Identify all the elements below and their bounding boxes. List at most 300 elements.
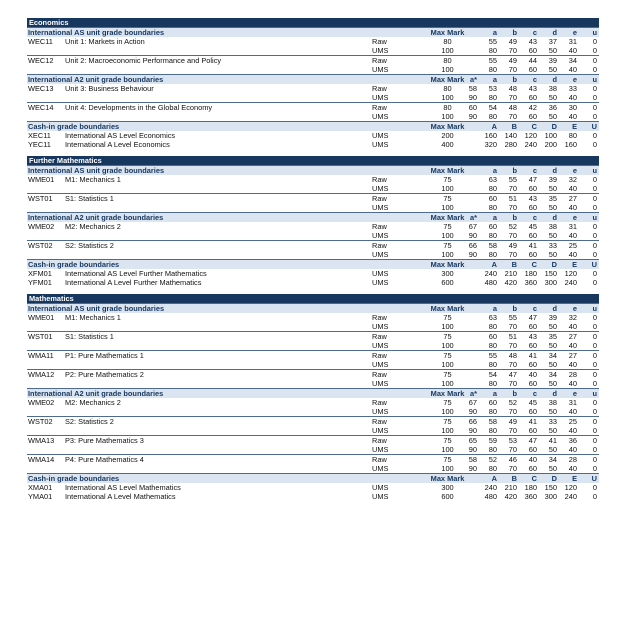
grade-header: b <box>512 304 517 313</box>
grade-header: e <box>572 389 577 398</box>
grade-value: 0 <box>592 360 597 369</box>
header-max-mark: Max Mark <box>430 122 465 131</box>
grade-value: 49 <box>508 56 517 65</box>
grade-value: 70 <box>508 407 517 416</box>
grade-value: 42 <box>528 103 537 112</box>
grade-value: 32 <box>568 175 577 184</box>
grade-header: D <box>551 122 557 131</box>
grade-value: 0 <box>592 231 597 240</box>
max-mark: 75 <box>443 332 452 341</box>
grade-value: 0 <box>592 56 597 65</box>
grade-value: 41 <box>548 436 557 445</box>
grade-value: 70 <box>508 250 517 259</box>
mark-type: UMS <box>372 464 389 473</box>
table-row <box>27 240 599 250</box>
grade-value: 50 <box>548 445 557 454</box>
unit-name: P2: Pure Mathematics 2 <box>65 370 144 379</box>
grade-value: 70 <box>508 93 517 102</box>
grade-value: 0 <box>592 131 597 140</box>
grade-value: 43 <box>528 332 537 341</box>
section-title: International A2 unit grade boundaries <box>28 75 164 84</box>
grade-value: 40 <box>568 112 577 121</box>
grade-value: 43 <box>528 84 537 93</box>
header-max-mark: Max Mark <box>430 474 465 483</box>
grade-value: 50 <box>548 464 557 473</box>
grade-header: b <box>512 389 517 398</box>
grade-value: 0 <box>592 93 597 102</box>
grade-value: 60 <box>528 203 537 212</box>
grade-header: D <box>551 474 557 483</box>
table-row <box>27 464 599 473</box>
section-header <box>27 212 599 222</box>
grade-value: 420 <box>504 278 517 287</box>
grade-header: b <box>512 75 517 84</box>
max-mark: 100 <box>441 203 454 212</box>
grade-header: A <box>491 474 497 483</box>
grade-value: 60 <box>528 112 537 121</box>
grade-value: 320 <box>484 140 497 149</box>
grade-value: 60 <box>488 222 497 231</box>
grade-header: c <box>532 28 537 37</box>
section-title: Cash-in grade boundaries <box>28 260 120 269</box>
grade-value: 40 <box>568 46 577 55</box>
grade-value: 480 <box>484 278 497 287</box>
grade-value: 80 <box>488 112 497 121</box>
header-max-mark: Max Mark <box>430 389 465 398</box>
max-mark: 200 <box>441 131 454 140</box>
grade-value: 31 <box>568 37 577 46</box>
grade-value: 39 <box>548 175 557 184</box>
grade-value: 150 <box>544 483 557 492</box>
grade-value: 63 <box>488 313 497 322</box>
header-max-mark: Max Mark <box>430 166 465 175</box>
grade-header: c <box>532 166 537 175</box>
grade-value: 31 <box>568 398 577 407</box>
grade-value: 59 <box>488 436 497 445</box>
mark-type: UMS <box>372 231 389 240</box>
mark-type: UMS <box>372 131 389 140</box>
grade-header: b <box>512 213 517 222</box>
grade-value: 240 <box>484 269 497 278</box>
table-row <box>27 131 599 140</box>
grade-header: a <box>492 75 497 84</box>
grade-header: B <box>511 122 517 131</box>
grade-value: 50 <box>548 231 557 240</box>
grade-value: 200 <box>544 140 557 149</box>
grade-value: 49 <box>508 417 517 426</box>
grade-value: 0 <box>592 445 597 454</box>
table-row <box>27 492 599 501</box>
grade-value: 70 <box>508 65 517 74</box>
grade-value: 60 <box>528 426 537 435</box>
grade-value: 70 <box>508 231 517 240</box>
mark-type: Raw <box>372 103 387 112</box>
max-mark: 80 <box>443 37 452 46</box>
unit-code: WME02 <box>28 398 55 407</box>
mark-type: UMS <box>372 360 389 369</box>
mark-type: Raw <box>372 370 387 379</box>
grade-value: 70 <box>508 379 517 388</box>
grade-header: C <box>531 122 537 131</box>
grade-value: 27 <box>568 332 577 341</box>
grade-value: 80 <box>488 445 497 454</box>
grade-value: 150 <box>544 269 557 278</box>
grade-value: 90 <box>468 250 477 259</box>
grade-value: 70 <box>508 426 517 435</box>
max-mark: 80 <box>443 103 452 112</box>
grade-value: 80 <box>488 65 497 74</box>
max-mark: 75 <box>443 241 452 250</box>
grade-value: 47 <box>528 436 537 445</box>
grade-value: 60 <box>528 341 537 350</box>
grade-value: 51 <box>508 194 517 203</box>
grade-value: 58 <box>488 417 497 426</box>
grade-value: 40 <box>568 203 577 212</box>
grade-value: 60 <box>528 379 537 388</box>
grade-value: 70 <box>508 203 517 212</box>
grade-value: 80 <box>488 46 497 55</box>
unit-code: WST01 <box>28 194 53 203</box>
grade-value: 210 <box>504 483 517 492</box>
table-row <box>27 331 599 341</box>
grade-value: 40 <box>568 464 577 473</box>
mark-type: Raw <box>372 436 387 445</box>
qualification-name: International AS Level Economics <box>65 131 176 140</box>
mark-type: Raw <box>372 313 387 322</box>
grade-value: 55 <box>488 351 497 360</box>
grade-value: 90 <box>468 464 477 473</box>
grade-value: 0 <box>592 175 597 184</box>
table-row <box>27 416 599 426</box>
grade-value: 240 <box>564 492 577 501</box>
grade-value: 140 <box>504 131 517 140</box>
grade-value: 28 <box>568 455 577 464</box>
table-row <box>27 369 599 379</box>
section-title: International AS unit grade boundaries <box>28 166 165 175</box>
max-mark: 75 <box>443 436 452 445</box>
grade-value: 28 <box>568 370 577 379</box>
table-row <box>27 435 599 445</box>
section-title: International A2 unit grade boundaries <box>28 389 164 398</box>
grade-value: 0 <box>592 492 597 501</box>
mark-type: UMS <box>372 278 389 287</box>
grade-header: u <box>592 213 597 222</box>
grade-value: 60 <box>528 93 537 102</box>
grade-value: 70 <box>508 112 517 121</box>
grade-value: 50 <box>548 93 557 102</box>
mark-type: UMS <box>372 93 389 102</box>
grade-boundaries-document <box>27 18 599 508</box>
grade-value: 60 <box>528 322 537 331</box>
unit-name: Unit 3: Business Behaviour <box>65 84 154 93</box>
grade-header: U <box>591 474 597 483</box>
grade-value: 27 <box>568 351 577 360</box>
grade-header: c <box>532 75 537 84</box>
unit-name: P3: Pure Mathematics 3 <box>65 436 144 445</box>
subject-title: Further Mathematics <box>27 156 599 165</box>
section-header <box>27 74 599 84</box>
table-row <box>27 184 599 193</box>
grade-value: 0 <box>592 483 597 492</box>
grade-value: 0 <box>592 455 597 464</box>
grade-value: 44 <box>528 56 537 65</box>
grade-header: c <box>532 389 537 398</box>
grade-value: 50 <box>548 46 557 55</box>
grade-value: 63 <box>488 175 497 184</box>
mark-type: Raw <box>372 194 387 203</box>
grade-value: 40 <box>568 184 577 193</box>
grade-value: 0 <box>592 322 597 331</box>
unit-name: M2: Mechanics 2 <box>65 398 121 407</box>
grade-value: 65 <box>468 436 477 445</box>
mark-type: Raw <box>372 417 387 426</box>
max-mark: 75 <box>443 398 452 407</box>
mark-type: Raw <box>372 351 387 360</box>
grade-value: 120 <box>524 131 537 140</box>
grade-value: 33 <box>548 417 557 426</box>
table-row <box>27 231 599 240</box>
grade-value: 33 <box>568 84 577 93</box>
grade-value: 48 <box>508 103 517 112</box>
max-mark: 100 <box>441 65 454 74</box>
grade-header: u <box>592 304 597 313</box>
grade-value: 0 <box>592 436 597 445</box>
grade-value: 41 <box>528 351 537 360</box>
grade-value: 70 <box>508 46 517 55</box>
qualification-name: International A Level Economics <box>65 140 170 149</box>
table-row <box>27 112 599 121</box>
table-row <box>27 203 599 212</box>
grade-header: d <box>552 389 557 398</box>
mark-type: UMS <box>372 445 389 454</box>
grade-value: 40 <box>528 370 537 379</box>
grade-header: d <box>552 75 557 84</box>
grade-value: 34 <box>548 370 557 379</box>
grade-value: 80 <box>488 341 497 350</box>
grade-value: 60 <box>468 103 477 112</box>
grade-header: e <box>572 166 577 175</box>
qualification-code: YMA01 <box>28 492 53 501</box>
grade-value: 43 <box>528 194 537 203</box>
grade-value: 54 <box>488 103 497 112</box>
table-row <box>27 93 599 102</box>
grade-header: a* <box>470 213 477 222</box>
grade-value: 0 <box>592 46 597 55</box>
grade-value: 70 <box>508 464 517 473</box>
unit-code: WME02 <box>28 222 55 231</box>
grade-value: 50 <box>548 407 557 416</box>
section-header <box>27 259 599 269</box>
header-max-mark: Max Mark <box>430 213 465 222</box>
unit-name: M2: Mechanics 2 <box>65 222 121 231</box>
max-mark: 100 <box>441 322 454 331</box>
grade-header: U <box>591 122 597 131</box>
grade-value: 60 <box>488 398 497 407</box>
grade-value: 34 <box>548 455 557 464</box>
grade-value: 90 <box>468 112 477 121</box>
unit-name: S1: Statistics 1 <box>65 332 114 341</box>
table-row <box>27 37 599 46</box>
grade-value: 50 <box>548 250 557 259</box>
grade-value: 67 <box>468 398 477 407</box>
unit-name: S2: Statistics 2 <box>65 241 114 250</box>
grade-value: 51 <box>508 332 517 341</box>
unit-name: Unit 1: Markets in Action <box>65 37 145 46</box>
grade-value: 0 <box>592 278 597 287</box>
grade-header: C <box>531 260 537 269</box>
grade-header: a <box>492 304 497 313</box>
max-mark: 80 <box>443 56 452 65</box>
grade-value: 60 <box>488 194 497 203</box>
grade-value: 0 <box>592 426 597 435</box>
grade-value: 80 <box>488 184 497 193</box>
subject-block <box>27 18 599 149</box>
grade-value: 80 <box>488 360 497 369</box>
grade-value: 360 <box>524 492 537 501</box>
section-header <box>27 165 599 175</box>
grade-header: e <box>572 304 577 313</box>
grade-header: e <box>572 213 577 222</box>
qualification-name: International A Level Mathematics <box>65 492 176 501</box>
table-row <box>27 313 599 322</box>
grade-value: 34 <box>568 56 577 65</box>
grade-value: 33 <box>548 241 557 250</box>
subject-title: Mathematics <box>27 294 599 303</box>
grade-value: 40 <box>568 379 577 388</box>
grade-value: 50 <box>548 341 557 350</box>
grade-header: a <box>492 213 497 222</box>
max-mark: 600 <box>441 492 454 501</box>
max-mark: 600 <box>441 278 454 287</box>
grade-header: A <box>491 122 497 131</box>
unit-code: WEC11 <box>28 37 53 46</box>
grade-value: 40 <box>568 360 577 369</box>
grade-value: 80 <box>488 231 497 240</box>
grade-value: 49 <box>508 241 517 250</box>
grade-value: 0 <box>592 398 597 407</box>
grade-value: 58 <box>468 455 477 464</box>
section-title: International AS unit grade boundaries <box>28 28 165 37</box>
mark-type: UMS <box>372 140 389 149</box>
max-mark: 100 <box>441 426 454 435</box>
grade-value: 40 <box>528 455 537 464</box>
table-row <box>27 269 599 278</box>
grade-value: 40 <box>568 231 577 240</box>
grade-header: a* <box>470 389 477 398</box>
grade-value: 160 <box>484 131 497 140</box>
grade-value: 50 <box>548 379 557 388</box>
grade-header: u <box>592 166 597 175</box>
grade-value: 160 <box>564 140 577 149</box>
unit-code: WST02 <box>28 417 53 426</box>
grade-header: a <box>492 389 497 398</box>
grade-value: 31 <box>568 222 577 231</box>
header-max-mark: Max Mark <box>430 260 465 269</box>
grade-value: 60 <box>528 46 537 55</box>
grade-value: 52 <box>488 455 497 464</box>
grade-value: 100 <box>544 131 557 140</box>
grade-value: 25 <box>568 417 577 426</box>
unit-name: Unit 2: Macroeconomic Performance and Policy <box>65 56 222 65</box>
mark-type: Raw <box>372 84 387 93</box>
grade-value: 60 <box>528 445 537 454</box>
table-row <box>27 341 599 350</box>
grade-value: 0 <box>592 140 597 149</box>
max-mark: 100 <box>441 112 454 121</box>
grade-value: 50 <box>548 360 557 369</box>
grade-header: a <box>492 166 497 175</box>
grade-value: 90 <box>468 426 477 435</box>
grade-value: 80 <box>488 322 497 331</box>
unit-code: WMA12 <box>28 370 55 379</box>
grade-value: 0 <box>592 222 597 231</box>
header-max-mark: Max Mark <box>430 28 465 37</box>
max-mark: 100 <box>441 445 454 454</box>
mark-type: Raw <box>372 332 387 341</box>
grade-value: 80 <box>488 250 497 259</box>
grade-header: B <box>511 260 517 269</box>
grade-value: 60 <box>528 464 537 473</box>
mark-type: Raw <box>372 398 387 407</box>
grade-value: 90 <box>468 445 477 454</box>
unit-name: M1: Mechanics 1 <box>65 175 121 184</box>
max-mark: 100 <box>441 250 454 259</box>
grade-header: b <box>512 166 517 175</box>
unit-name: P4: Pure Mathematics 4 <box>65 455 144 464</box>
unit-code: WME01 <box>28 313 55 322</box>
grade-value: 0 <box>592 407 597 416</box>
table-row <box>27 222 599 231</box>
grade-value: 50 <box>548 112 557 121</box>
section-header <box>27 473 599 483</box>
qualification-code: YFM01 <box>28 278 52 287</box>
grade-value: 45 <box>528 398 537 407</box>
max-mark: 75 <box>443 222 452 231</box>
grade-value: 70 <box>508 184 517 193</box>
section-title: International A2 unit grade boundaries <box>28 213 164 222</box>
grade-header: d <box>552 304 557 313</box>
table-row <box>27 407 599 416</box>
grade-header: c <box>532 304 537 313</box>
unit-name: S2: Statistics 2 <box>65 417 114 426</box>
section-header <box>27 27 599 37</box>
grade-header: u <box>592 389 597 398</box>
grade-value: 48 <box>508 84 517 93</box>
grade-value: 40 <box>568 93 577 102</box>
table-row <box>27 55 599 65</box>
grade-header: B <box>511 474 517 483</box>
grade-header: b <box>512 28 517 37</box>
mark-type: UMS <box>372 269 389 278</box>
grade-header: d <box>552 28 557 37</box>
table-row <box>27 379 599 388</box>
grade-value: 35 <box>548 194 557 203</box>
unit-name: M1: Mechanics 1 <box>65 313 121 322</box>
table-row <box>27 102 599 112</box>
grade-value: 47 <box>508 370 517 379</box>
mark-type: Raw <box>372 175 387 184</box>
grade-value: 60 <box>528 184 537 193</box>
unit-code: WME01 <box>28 175 55 184</box>
max-mark: 75 <box>443 455 452 464</box>
max-mark: 100 <box>441 464 454 473</box>
grade-value: 25 <box>568 241 577 250</box>
grade-value: 60 <box>528 407 537 416</box>
grade-value: 0 <box>592 269 597 278</box>
grade-value: 54 <box>488 370 497 379</box>
mark-type: Raw <box>372 37 387 46</box>
grade-value: 27 <box>568 194 577 203</box>
